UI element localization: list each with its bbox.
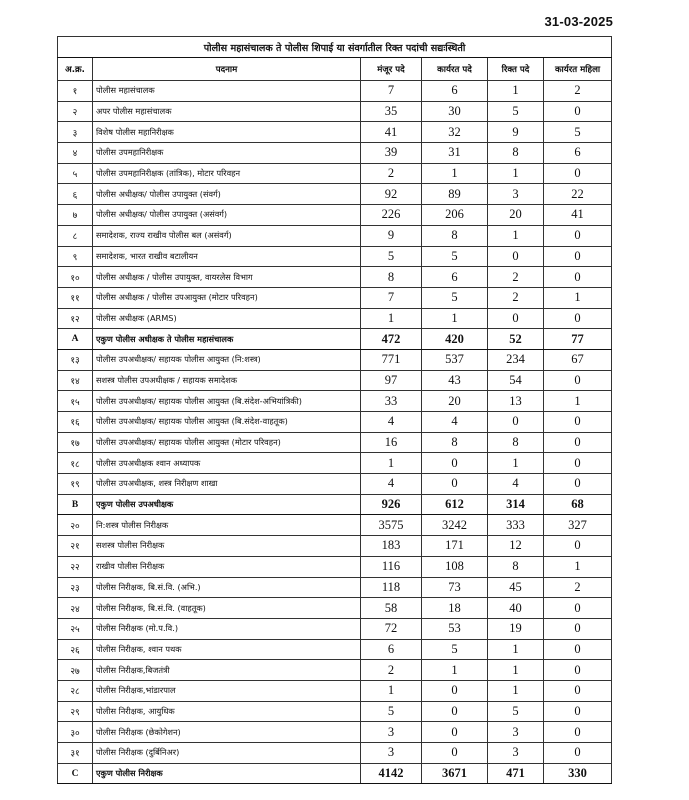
table-row	[58, 122, 612, 143]
cell-women: 1	[544, 391, 612, 412]
cell-women: 0	[544, 101, 612, 122]
cell-designation: समादेशक, भारत राखीव बटालीयन	[93, 246, 361, 267]
cell-women: 327	[544, 515, 612, 536]
table-row	[58, 474, 612, 495]
cell-filled: 612	[422, 494, 488, 515]
cell-women: 67	[544, 349, 612, 370]
cell-sanctioned: 7	[361, 81, 422, 102]
cell-vacant: 8	[488, 556, 544, 577]
cell-vacant: 1	[488, 163, 544, 184]
cell-sanctioned: 16	[361, 432, 422, 453]
cell-sanctioned: 5	[361, 246, 422, 267]
cell-designation: एकुण पोलीस अधीक्षक ते पोलीस महासंचालक	[93, 329, 361, 350]
cell-women: 0	[544, 743, 612, 764]
cell-sr: २६	[58, 639, 93, 660]
header-row	[58, 58, 612, 81]
cell-filled: 0	[422, 680, 488, 701]
cell-filled: 8	[422, 225, 488, 246]
cell-filled: 6	[422, 81, 488, 102]
cell-filled: 206	[422, 205, 488, 226]
cell-designation: पोलीस उपअधीक्षक/ सहायक पोलीस आयुक्त (बि.संदेश-वाहतूक)	[93, 412, 361, 433]
cell-sr: २८	[58, 680, 93, 701]
cell-vacant: 5	[488, 101, 544, 122]
cell-vacant: 1	[488, 453, 544, 474]
cell-women: 0	[544, 639, 612, 660]
cell-designation: पोलीस महासंचालक	[93, 81, 361, 102]
cell-vacant: 20	[488, 205, 544, 226]
cell-designation: पोलीस अधीक्षक/ पोलीस उपायुक्त (संवर्ग)	[93, 184, 361, 205]
cell-women: 2	[544, 81, 612, 102]
cell-filled: 1	[422, 660, 488, 681]
cell-sr: ३	[58, 122, 93, 143]
table-row	[58, 598, 612, 619]
cell-women: 0	[544, 701, 612, 722]
cell-women: 0	[544, 680, 612, 701]
cell-sr: २१	[58, 536, 93, 557]
cell-filled: 108	[422, 556, 488, 577]
cell-vacant: 40	[488, 598, 544, 619]
header-filled: कार्यरत पदे	[422, 58, 488, 81]
cell-designation: एकुण पोलीस निरीक्षक	[93, 763, 361, 784]
cell-filled: 0	[422, 722, 488, 743]
cell-designation: पोलीस अधीक्षक / पोलीस उपआयुक्त (मोटार परिवहन)	[93, 287, 361, 308]
table-row	[58, 101, 612, 122]
cell-vacant: 0	[488, 246, 544, 267]
table-row	[58, 184, 612, 205]
table-row	[58, 308, 612, 329]
cell-sanctioned: 9	[361, 225, 422, 246]
cell-sanctioned: 771	[361, 349, 422, 370]
cell-sanctioned: 39	[361, 143, 422, 164]
table-row	[58, 577, 612, 598]
cell-sr: B	[58, 494, 93, 515]
cell-designation: पोलीस उपअधीक्षक, शस्त्र निरीक्षण शाखा	[93, 474, 361, 495]
cell-women: 2	[544, 577, 612, 598]
cell-designation: पोलीस निरीक्षक, श्वान पथक	[93, 639, 361, 660]
cell-designation: नि:शस्त्र पोलीस निरीक्षक	[93, 515, 361, 536]
table-row	[58, 536, 612, 557]
cell-sanctioned: 8	[361, 267, 422, 288]
table-row	[58, 349, 612, 370]
table-row	[58, 639, 612, 660]
cell-vacant: 3	[488, 184, 544, 205]
cell-sr: २९	[58, 701, 93, 722]
cell-sr: २४	[58, 598, 93, 619]
cell-designation: पोलीस निरीक्षक, बि.सं.वि. (अभि.)	[93, 577, 361, 598]
cell-vacant: 2	[488, 267, 544, 288]
cell-designation: पोलीस निरीक्षक (छेकोगेशन)	[93, 722, 361, 743]
cell-designation: अपर पोलीस महासंचालक	[93, 101, 361, 122]
cell-designation: पोलीस निरीक्षक, बि.सं.वि. (वाहतूक)	[93, 598, 361, 619]
cell-sr: ६	[58, 184, 93, 205]
cell-sanctioned: 472	[361, 329, 422, 350]
cell-sanctioned: 1	[361, 453, 422, 474]
table-row	[58, 556, 612, 577]
cell-filled: 0	[422, 743, 488, 764]
cell-sr: १८	[58, 453, 93, 474]
cell-vacant: 19	[488, 618, 544, 639]
cell-sr: ९	[58, 246, 93, 267]
cell-sanctioned: 33	[361, 391, 422, 412]
header-sr: अ.क्र.	[58, 58, 93, 81]
cell-sanctioned: 3	[361, 722, 422, 743]
cell-sanctioned: 4	[361, 412, 422, 433]
cell-women: 0	[544, 660, 612, 681]
cell-women: 0	[544, 370, 612, 391]
cell-sr: २५	[58, 618, 93, 639]
cell-women: 0	[544, 432, 612, 453]
cell-sanctioned: 72	[361, 618, 422, 639]
cell-women: 77	[544, 329, 612, 350]
cell-sanctioned: 41	[361, 122, 422, 143]
cell-sanctioned: 4142	[361, 763, 422, 784]
table-row	[58, 432, 612, 453]
cell-sanctioned: 1	[361, 308, 422, 329]
cell-women: 0	[544, 453, 612, 474]
cell-sanctioned: 92	[361, 184, 422, 205]
cell-sanctioned: 35	[361, 101, 422, 122]
cell-sanctioned: 3	[361, 743, 422, 764]
cell-designation: विशेष पोलीस महानिरीक्षक	[93, 122, 361, 143]
cell-sr: ४	[58, 143, 93, 164]
cell-filled: 6	[422, 267, 488, 288]
table-row	[58, 267, 612, 288]
cell-designation: पोलीस उपअधीक्षक/ सहायक पोलीस आयुक्त (बि.संदेश-अभियांत्रिकी)	[93, 391, 361, 412]
cell-designation: पोलीस उपअधीक्षक/ सहायक पोलीस आयुक्त (नि:शस्त्र)	[93, 349, 361, 370]
cell-sr: ७	[58, 205, 93, 226]
cell-vacant: 471	[488, 763, 544, 784]
cell-designation: पोलीस निरीक्षक (दुर्बिनिअर)	[93, 743, 361, 764]
table-row	[58, 205, 612, 226]
cell-filled: 5	[422, 246, 488, 267]
header-sanctioned: मंजूर पदे	[361, 58, 422, 81]
cell-sanctioned: 5	[361, 701, 422, 722]
cell-filled: 4	[422, 412, 488, 433]
cell-women: 6	[544, 143, 612, 164]
cell-sr: १४	[58, 370, 93, 391]
cell-designation: पोलीस निरीक्षक, आयुधिक	[93, 701, 361, 722]
cell-designation: पोलीस निरीक्षक,भांडारपाल	[93, 680, 361, 701]
cell-sr: १६	[58, 412, 93, 433]
table-row	[58, 163, 612, 184]
cell-women: 0	[544, 474, 612, 495]
table-row	[58, 701, 612, 722]
cell-sr: १९	[58, 474, 93, 495]
cell-vacant: 2	[488, 287, 544, 308]
cell-women: 0	[544, 618, 612, 639]
cell-women: 0	[544, 163, 612, 184]
cell-sr: १	[58, 81, 93, 102]
cell-designation: पोलीस उपअधीक्षक श्वान अध्यापक	[93, 453, 361, 474]
cell-designation: पोलीस उपमहानिरीक्षक (तांत्रिक), मोटार परिवहन	[93, 163, 361, 184]
cell-vacant: 5	[488, 701, 544, 722]
cell-vacant: 3	[488, 722, 544, 743]
table-row	[58, 680, 612, 701]
cell-sr: २७	[58, 660, 93, 681]
cell-sanctioned: 7	[361, 287, 422, 308]
cell-designation: सशस्त्र पोलीस उपअधीक्षक / सहायक समादेशक	[93, 370, 361, 391]
cell-sr: ८	[58, 225, 93, 246]
cell-vacant: 8	[488, 143, 544, 164]
cell-designation: पोलीस अधीक्षक (ARMS)	[93, 308, 361, 329]
table-row	[58, 370, 612, 391]
table-row	[58, 143, 612, 164]
cell-designation: पोलीस निरीक्षक,बिजतंत्री	[93, 660, 361, 681]
header-designation: पदनाम	[93, 58, 361, 81]
cell-women: 0	[544, 225, 612, 246]
cell-vacant: 9	[488, 122, 544, 143]
total-row	[58, 329, 612, 350]
cell-sanctioned: 226	[361, 205, 422, 226]
cell-sanctioned: 58	[361, 598, 422, 619]
table-row	[58, 391, 612, 412]
cell-vacant: 54	[488, 370, 544, 391]
cell-filled: 73	[422, 577, 488, 598]
cell-designation: पोलीस निरीक्षक (मो.प.वि.)	[93, 618, 361, 639]
cell-designation: पोलीस उपमहानिरीक्षक	[93, 143, 361, 164]
table-row	[58, 453, 612, 474]
cell-sr: २	[58, 101, 93, 122]
cell-sr: ३१	[58, 743, 93, 764]
cell-sanctioned: 926	[361, 494, 422, 515]
cell-women: 68	[544, 494, 612, 515]
cell-sr: ५	[58, 163, 93, 184]
cell-vacant: 1	[488, 680, 544, 701]
cell-sr: २२	[58, 556, 93, 577]
cell-women: 0	[544, 267, 612, 288]
cell-women: 1	[544, 556, 612, 577]
cell-filled: 20	[422, 391, 488, 412]
cell-sanctioned: 1	[361, 680, 422, 701]
cell-filled: 420	[422, 329, 488, 350]
cell-sr: ११	[58, 287, 93, 308]
cell-sr: ३०	[58, 722, 93, 743]
cell-vacant: 4	[488, 474, 544, 495]
cell-sr: १०	[58, 267, 93, 288]
cell-vacant: 234	[488, 349, 544, 370]
cell-vacant: 12	[488, 536, 544, 557]
cell-vacant: 3	[488, 743, 544, 764]
cell-designation: सशस्त्र पोलीस निरीक्षक	[93, 536, 361, 557]
cell-designation: राखीव पोलीस निरीक्षक	[93, 556, 361, 577]
cell-women: 0	[544, 246, 612, 267]
cell-vacant: 1	[488, 639, 544, 660]
table-row	[58, 618, 612, 639]
cell-vacant: 1	[488, 81, 544, 102]
cell-women: 5	[544, 122, 612, 143]
cell-sr: १२	[58, 308, 93, 329]
cell-filled: 53	[422, 618, 488, 639]
cell-women: 41	[544, 205, 612, 226]
cell-filled: 0	[422, 701, 488, 722]
table-row	[58, 722, 612, 743]
cell-filled: 3671	[422, 763, 488, 784]
cell-filled: 1	[422, 308, 488, 329]
cell-designation: पोलीस अधीक्षक/ पोलीस उपायुक्त (असंवर्ग)	[93, 205, 361, 226]
cell-filled: 1	[422, 163, 488, 184]
cell-filled: 3242	[422, 515, 488, 536]
cell-women: 0	[544, 598, 612, 619]
cell-filled: 0	[422, 453, 488, 474]
cell-filled: 32	[422, 122, 488, 143]
vacancy-table	[57, 36, 612, 784]
table-row	[58, 246, 612, 267]
cell-filled: 171	[422, 536, 488, 557]
cell-vacant: 8	[488, 432, 544, 453]
cell-vacant: 1	[488, 660, 544, 681]
table-row	[58, 412, 612, 433]
cell-women: 0	[544, 308, 612, 329]
cell-sanctioned: 4	[361, 474, 422, 495]
cell-women: 1	[544, 287, 612, 308]
cell-sr: १३	[58, 349, 93, 370]
cell-sanctioned: 97	[361, 370, 422, 391]
table-row	[58, 743, 612, 764]
cell-filled: 5	[422, 287, 488, 308]
table-row	[58, 225, 612, 246]
table-row	[58, 81, 612, 102]
cell-sanctioned: 183	[361, 536, 422, 557]
table-row	[58, 515, 612, 536]
cell-sr: २३	[58, 577, 93, 598]
cell-designation: पोलीस उपअधीक्षक/ सहायक पोलीस आयुक्त (मोटार परिवहन)	[93, 432, 361, 453]
cell-vacant: 13	[488, 391, 544, 412]
cell-sanctioned: 6	[361, 639, 422, 660]
cell-vacant: 0	[488, 308, 544, 329]
report-date: 31-03-2025	[544, 14, 613, 29]
cell-sanctioned: 118	[361, 577, 422, 598]
cell-vacant: 333	[488, 515, 544, 536]
table-body	[58, 81, 612, 784]
total-row	[58, 763, 612, 784]
cell-filled: 89	[422, 184, 488, 205]
cell-women: 0	[544, 536, 612, 557]
cell-filled: 30	[422, 101, 488, 122]
cell-sanctioned: 3575	[361, 515, 422, 536]
cell-designation: पोलीस अधीक्षक / पोलीस उपायुक्त, वायरलेस विभाग	[93, 267, 361, 288]
cell-sanctioned: 116	[361, 556, 422, 577]
cell-sanctioned: 2	[361, 163, 422, 184]
cell-vacant: 314	[488, 494, 544, 515]
cell-women: 22	[544, 184, 612, 205]
cell-sr: १५	[58, 391, 93, 412]
table-row	[58, 287, 612, 308]
cell-filled: 5	[422, 639, 488, 660]
cell-filled: 537	[422, 349, 488, 370]
cell-women: 0	[544, 412, 612, 433]
cell-sanctioned: 2	[361, 660, 422, 681]
cell-vacant: 1	[488, 225, 544, 246]
cell-sr: A	[58, 329, 93, 350]
table-title: पोलीस महासंचालक ते पोलीस शिपाई या संवर्गातील रिक्त पदांची सद्यःस्थिती	[58, 37, 612, 58]
cell-sr: १७	[58, 432, 93, 453]
header-women: कार्यरत महिला	[544, 58, 612, 81]
cell-filled: 31	[422, 143, 488, 164]
total-row	[58, 494, 612, 515]
cell-women: 330	[544, 763, 612, 784]
cell-women: 0	[544, 722, 612, 743]
cell-vacant: 45	[488, 577, 544, 598]
cell-filled: 18	[422, 598, 488, 619]
cell-filled: 8	[422, 432, 488, 453]
cell-vacant: 52	[488, 329, 544, 350]
cell-sr: २०	[58, 515, 93, 536]
cell-filled: 43	[422, 370, 488, 391]
cell-designation: समादेशक, राज्य राखीव पोलीस बल (असंवर्ग)	[93, 225, 361, 246]
cell-vacant: 0	[488, 412, 544, 433]
header-vacant: रिक्त पदे	[488, 58, 544, 81]
cell-sr: C	[58, 763, 93, 784]
table-row	[58, 660, 612, 681]
cell-designation: एकुण पोलीस उपअधीक्षक	[93, 494, 361, 515]
cell-filled: 0	[422, 474, 488, 495]
